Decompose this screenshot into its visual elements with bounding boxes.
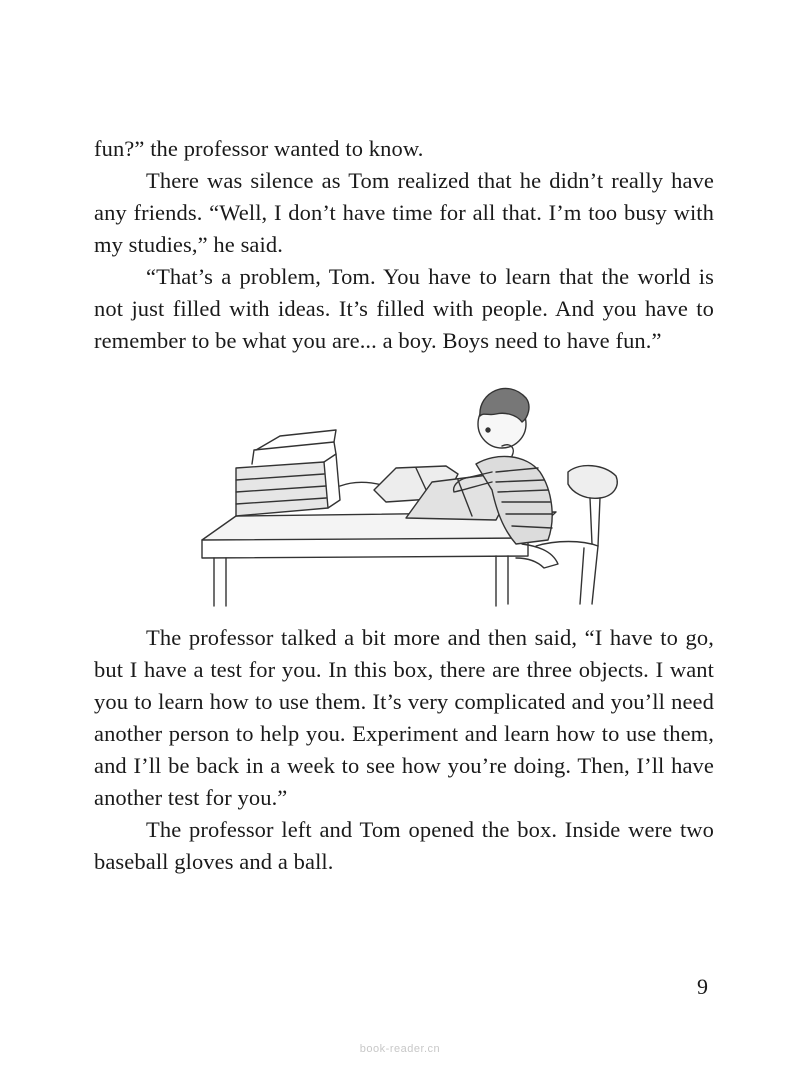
paragraph: fun?” the professor wanted to know.: [94, 136, 424, 161]
boy-studying-illustration: [196, 368, 636, 614]
watermark-text: book-reader.cn: [359, 1043, 441, 1055]
paragraph: The professor left and Tom opened the box. Inside were two baseball gloves and a ball.: [94, 817, 714, 874]
text-block-top: [94, 133, 714, 357]
paragraph: There was silence as Tom realized that he didn’t really have any friends. “Well, I don’t have time for all that. I’m too busy with my studies,” he said.: [94, 168, 714, 257]
text-block-bottom: [94, 622, 714, 878]
page-number: 9: [697, 974, 708, 999]
paragraph: The professor talked a bit more and then said, “I have to go, but I have a test for you. In this box, there are three objects. I want you to learn how to use them. It’s very complicated and you’ll need another person to help you. Experiment and learn how to use them, and I’ll be back in a week to see how you’re doing. Then, I’ll have another test for you.”: [94, 625, 714, 810]
paragraph: “That’s a problem, Tom. You have to learn that the world is not just filled with ideas. It’s filled with people. And you have to remember to be what you are... a boy. Boys need to have fun.”: [94, 264, 714, 353]
